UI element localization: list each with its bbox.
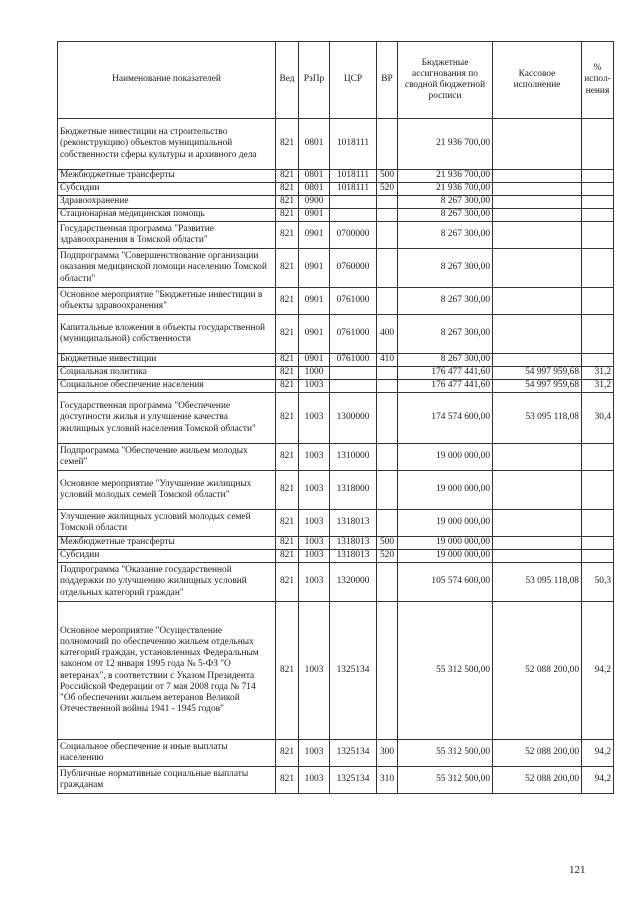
- row-percent: [582, 315, 614, 354]
- row-csr: 1318013: [330, 510, 377, 537]
- row-vr: [377, 196, 398, 209]
- row-executed: [493, 510, 582, 537]
- row-ved: 821: [276, 196, 299, 209]
- row-rzpr: 0801: [299, 170, 330, 183]
- header-percent: % испол-нения: [582, 42, 614, 119]
- table-row: [58, 471, 614, 510]
- row-assigned: 105 574 600,00: [398, 563, 493, 602]
- header-ved: Вед: [276, 42, 299, 119]
- row-name: Государственная программа "Обеспечение доступности жилья и улучшение качества жилищных условий населения Томской области": [58, 393, 276, 444]
- row-csr: 0761000: [330, 315, 377, 354]
- row-executed: [493, 550, 582, 563]
- row-percent: 50,3: [582, 563, 614, 602]
- row-percent: [582, 209, 614, 222]
- row-rzpr: 1003: [299, 510, 330, 537]
- row-csr: 1325134: [330, 602, 377, 740]
- table-row: [58, 444, 614, 471]
- row-executed: 53 095 118,08: [493, 393, 582, 444]
- header-vr: ВР: [377, 42, 398, 119]
- row-rzpr: 0901: [299, 209, 330, 222]
- row-percent: [582, 288, 614, 315]
- row-ved: 821: [276, 288, 299, 315]
- table-row: [58, 196, 614, 209]
- row-name: Субсидии: [58, 550, 276, 563]
- row-assigned: 55 312 500,00: [398, 767, 493, 794]
- row-assigned: 8 267 300,00: [398, 196, 493, 209]
- row-rzpr: 0901: [299, 288, 330, 315]
- row-assigned: 55 312 500,00: [398, 602, 493, 740]
- row-percent: [582, 119, 614, 170]
- row-percent: 31,2: [582, 367, 614, 380]
- row-assigned: 174 574 600,00: [398, 393, 493, 444]
- row-executed: [493, 288, 582, 315]
- row-ved: 821: [276, 222, 299, 249]
- row-ved: 821: [276, 444, 299, 471]
- row-vr: 520: [377, 550, 398, 563]
- row-executed: [493, 354, 582, 367]
- row-name: Социальное обеспечение населения: [58, 380, 276, 393]
- row-percent: [582, 537, 614, 550]
- row-rzpr: 0900: [299, 196, 330, 209]
- row-rzpr: 1000: [299, 367, 330, 380]
- row-name: Улучшение жилищных условий молодых семей Томской области: [58, 510, 276, 537]
- row-executed: [493, 537, 582, 550]
- row-executed: [493, 209, 582, 222]
- row-csr: 0700000: [330, 222, 377, 249]
- row-assigned: 21 936 700,00: [398, 119, 493, 170]
- table-row: [58, 119, 614, 170]
- row-assigned: 176 477 441,60: [398, 367, 493, 380]
- row-executed: [493, 170, 582, 183]
- row-executed: [493, 183, 582, 196]
- row-assigned: 19 000 000,00: [398, 537, 493, 550]
- row-ved: 821: [276, 767, 299, 794]
- row-percent: 94,2: [582, 740, 614, 767]
- row-vr: 310: [377, 767, 398, 794]
- row-csr: [330, 367, 377, 380]
- row-ved: 821: [276, 537, 299, 550]
- row-name: Бюджетные инвестиции: [58, 354, 276, 367]
- row-vr: 400: [377, 315, 398, 354]
- row-rzpr: 1003: [299, 444, 330, 471]
- row-ved: 821: [276, 170, 299, 183]
- row-percent: 94,2: [582, 602, 614, 740]
- row-vr: [377, 209, 398, 222]
- row-assigned: 8 267 300,00: [398, 222, 493, 249]
- row-assigned: 19 000 000,00: [398, 510, 493, 537]
- row-rzpr: 0801: [299, 183, 330, 196]
- row-rzpr: 1003: [299, 602, 330, 740]
- row-csr: [330, 380, 377, 393]
- row-csr: [330, 196, 377, 209]
- row-percent: [582, 170, 614, 183]
- row-rzpr: 0901: [299, 315, 330, 354]
- row-vr: [377, 367, 398, 380]
- row-csr: 1318013: [330, 550, 377, 563]
- header-row: [58, 42, 614, 119]
- row-percent: [582, 510, 614, 537]
- row-csr: 1300000: [330, 393, 377, 444]
- row-ved: 821: [276, 563, 299, 602]
- row-rzpr: 1003: [299, 380, 330, 393]
- row-assigned: 8 267 300,00: [398, 249, 493, 288]
- row-name: Межбюджетные трансферты: [58, 537, 276, 550]
- row-csr: 1018111: [330, 183, 377, 196]
- row-ved: 821: [276, 510, 299, 537]
- row-rzpr: 1003: [299, 767, 330, 794]
- row-ved: 821: [276, 119, 299, 170]
- header-csr: ЦСР: [330, 42, 377, 119]
- row-executed: 52 088 200,00: [493, 602, 582, 740]
- row-rzpr: 1003: [299, 537, 330, 550]
- row-rzpr: 1003: [299, 471, 330, 510]
- row-name: Основное мероприятие "Бюджетные инвестиции в объекты здравоохранения": [58, 288, 276, 315]
- table-row: [58, 183, 614, 196]
- table-row: [58, 288, 614, 315]
- row-assigned: 19 000 000,00: [398, 471, 493, 510]
- row-ved: 821: [276, 550, 299, 563]
- row-percent: [582, 183, 614, 196]
- row-vr: 300: [377, 740, 398, 767]
- row-percent: [582, 249, 614, 288]
- page-number: 121: [569, 864, 586, 876]
- row-executed: [493, 119, 582, 170]
- row-csr: 0760000: [330, 249, 377, 288]
- row-assigned: 21 936 700,00: [398, 183, 493, 196]
- row-name: Публичные нормативные социальные выплаты гражданам: [58, 767, 276, 794]
- row-percent: [582, 222, 614, 249]
- row-executed: 53 095 118,08: [493, 563, 582, 602]
- row-rzpr: 0901: [299, 249, 330, 288]
- row-csr: 1325134: [330, 740, 377, 767]
- row-csr: 0761000: [330, 288, 377, 315]
- row-executed: [493, 471, 582, 510]
- table-row: [58, 740, 614, 767]
- row-vr: [377, 380, 398, 393]
- row-name: Основное мероприятие "Осуществление полномочий по обеспечению жильем отдельных категорий граждан, установленных Федеральным законом от 12 января 1995 года № 5-ФЗ "О ветеранах", в соответствии с Указом Президента Российской Федерации от 7 мая 2008 года № 714 "Об обеспечении жильем ветеранов Великой Отечественной войны 1941 - 1945 годов": [58, 602, 276, 740]
- table-row: [58, 354, 614, 367]
- row-percent: 31,2: [582, 380, 614, 393]
- row-executed: [493, 249, 582, 288]
- row-ved: 821: [276, 602, 299, 740]
- row-vr: [377, 249, 398, 288]
- row-ved: 821: [276, 183, 299, 196]
- table-row: [58, 510, 614, 537]
- table-row: [58, 367, 614, 380]
- row-csr: 1318000: [330, 471, 377, 510]
- row-percent: 30,4: [582, 393, 614, 444]
- row-ved: 821: [276, 471, 299, 510]
- header-assigned: Бюджетные ассигнования по сводной бюджетной росписи: [398, 42, 493, 119]
- row-vr: [377, 471, 398, 510]
- row-vr: 500: [377, 537, 398, 550]
- row-assigned: 8 267 300,00: [398, 315, 493, 354]
- row-vr: [377, 288, 398, 315]
- row-vr: [377, 444, 398, 471]
- table-row: [58, 393, 614, 444]
- row-percent: 94,2: [582, 767, 614, 794]
- row-name: Стационарная медицинская помощь: [58, 209, 276, 222]
- table-row: [58, 602, 614, 740]
- row-executed: [493, 222, 582, 249]
- row-assigned: 19 000 000,00: [398, 444, 493, 471]
- row-name: Подпрограмма "Совершенствование организации оказания медицинской помощи населению Томской области": [58, 249, 276, 288]
- row-csr: 1325134: [330, 767, 377, 794]
- row-ved: 821: [276, 249, 299, 288]
- table-row: [58, 209, 614, 222]
- row-assigned: 8 267 300,00: [398, 209, 493, 222]
- row-assigned: 21 936 700,00: [398, 170, 493, 183]
- header-rzpr: РзПр: [299, 42, 330, 119]
- row-ved: 821: [276, 315, 299, 354]
- row-percent: [582, 196, 614, 209]
- row-assigned: 8 267 300,00: [398, 288, 493, 315]
- row-vr: [377, 563, 398, 602]
- row-csr: 1018111: [330, 170, 377, 183]
- table-row: [58, 380, 614, 393]
- row-percent: [582, 471, 614, 510]
- row-name: Основное мероприятие "Улучшение жилищных условий молодых семей Томской области": [58, 471, 276, 510]
- row-vr: [377, 510, 398, 537]
- row-rzpr: 0901: [299, 222, 330, 249]
- row-vr: [377, 393, 398, 444]
- row-ved: 821: [276, 367, 299, 380]
- row-assigned: 8 267 300,00: [398, 354, 493, 367]
- row-name: Подпрограмма "Оказание государственной поддержки по улучшению жилищных условий отдельных категорий граждан": [58, 563, 276, 602]
- row-rzpr: 1003: [299, 563, 330, 602]
- row-assigned: 176 477 441,60: [398, 380, 493, 393]
- row-vr: [377, 119, 398, 170]
- table-row: [58, 767, 614, 794]
- row-csr: 1018111: [330, 119, 377, 170]
- row-ved: 821: [276, 740, 299, 767]
- row-rzpr: 1003: [299, 393, 330, 444]
- row-csr: 1310000: [330, 444, 377, 471]
- table-row: [58, 550, 614, 563]
- row-executed: [493, 315, 582, 354]
- table-row: [58, 170, 614, 183]
- row-percent: [582, 354, 614, 367]
- row-percent: [582, 550, 614, 563]
- row-rzpr: 1003: [299, 550, 330, 563]
- row-csr: 0761000: [330, 354, 377, 367]
- row-csr: 1318013: [330, 537, 377, 550]
- row-ved: 821: [276, 380, 299, 393]
- row-percent: [582, 444, 614, 471]
- budget-table: [57, 41, 614, 794]
- row-name: Межбюджетные трансферты: [58, 170, 276, 183]
- header-executed: Кассовое исполнение: [493, 42, 582, 119]
- row-executed: 52 088 200,00: [493, 767, 582, 794]
- row-name: Субсидии: [58, 183, 276, 196]
- row-executed: [493, 196, 582, 209]
- row-executed: 54 997 959,68: [493, 380, 582, 393]
- table-row: [58, 563, 614, 602]
- row-name: Капитальные вложения в объекты государственной (муниципальной) собственности: [58, 315, 276, 354]
- row-name: Подпрограмма "Обеспечение жильем молодых семей": [58, 444, 276, 471]
- row-name: Государственная программа "Развитие здравоохранения в Томской области": [58, 222, 276, 249]
- row-assigned: 55 312 500,00: [398, 740, 493, 767]
- row-vr: 500: [377, 170, 398, 183]
- table-body: [58, 119, 614, 794]
- row-csr: 1320000: [330, 563, 377, 602]
- row-executed: [493, 444, 582, 471]
- table-row: [58, 537, 614, 550]
- row-ved: 821: [276, 393, 299, 444]
- row-executed: 54 997 959,68: [493, 367, 582, 380]
- header-name: Наименование показателей: [58, 42, 276, 119]
- row-name: Социальная политика: [58, 367, 276, 380]
- row-vr: 520: [377, 183, 398, 196]
- table-row: [58, 315, 614, 354]
- row-name: Бюджетные инвестиции на строительство (реконструкцию) объектов муниципальной собственности сферы культуры и архивного дела: [58, 119, 276, 170]
- table-row: [58, 249, 614, 288]
- table-row: [58, 222, 614, 249]
- row-name: Социальное обеспечение и иные выплаты населению: [58, 740, 276, 767]
- row-vr: 410: [377, 354, 398, 367]
- row-csr: [330, 209, 377, 222]
- row-ved: 821: [276, 209, 299, 222]
- row-ved: 821: [276, 354, 299, 367]
- row-executed: 52 088 200,00: [493, 740, 582, 767]
- row-assigned: 19 000 000,00: [398, 550, 493, 563]
- row-vr: [377, 602, 398, 740]
- row-rzpr: 0801: [299, 119, 330, 170]
- row-vr: [377, 222, 398, 249]
- row-rzpr: 0901: [299, 354, 330, 367]
- row-rzpr: 1003: [299, 740, 330, 767]
- row-name: Здравоохранение: [58, 196, 276, 209]
